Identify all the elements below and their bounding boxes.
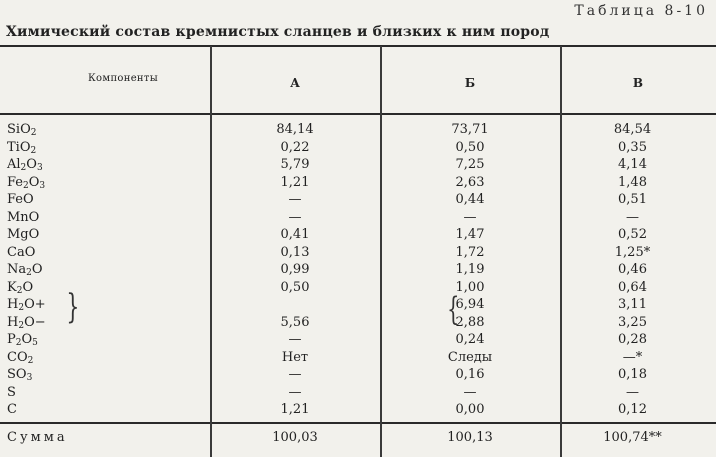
value-b: 0,44 <box>455 192 485 207</box>
table-body <box>0 121 716 419</box>
header-a: А <box>290 76 300 90</box>
table-row <box>0 156 716 174</box>
table-number: Таблица 8-10 <box>574 3 708 19</box>
value-v: —* <box>622 349 643 365</box>
component-name: MnO <box>7 209 40 225</box>
table-row <box>0 226 716 244</box>
sum-rule <box>0 422 716 424</box>
table-row <box>0 121 716 139</box>
sum-row <box>0 429 716 447</box>
table-row <box>0 401 716 419</box>
value-a: 1,21 <box>280 402 310 417</box>
value-b: 1,00 <box>455 279 485 295</box>
top-rule <box>0 45 716 47</box>
component-name: $H_2O-$ <box>7 314 46 331</box>
sum-a: 100,03 <box>272 430 318 445</box>
table-row <box>0 139 716 157</box>
value-a: 0,50 <box>280 279 310 295</box>
component-name: FeO <box>7 192 34 207</box>
value-b: 0,00 <box>455 402 485 417</box>
value-v: 4,14 <box>618 157 647 172</box>
value-v: 0,12 <box>618 402 647 417</box>
value-a: — <box>288 384 302 400</box>
header-components: Компоненты <box>88 73 158 84</box>
table-row <box>0 296 716 314</box>
value-v: 3,11 <box>618 297 647 312</box>
value-b: 2,63 <box>455 174 485 190</box>
table-row <box>0 191 716 209</box>
table-row <box>0 349 716 367</box>
value-v: 0,46 <box>618 262 647 277</box>
value-a: 0,99 <box>280 262 310 277</box>
table-row <box>0 209 716 227</box>
value-a: — <box>288 209 302 225</box>
value-a: — <box>288 367 302 382</box>
component-name: $Al_2O_3$ <box>7 157 43 173</box>
component-name: C <box>7 402 17 417</box>
value-v: 0,64 <box>618 279 647 295</box>
value-v: 0,35 <box>618 139 647 155</box>
header-v: В <box>632 76 644 90</box>
component-name: TiO$_2$ <box>7 139 37 156</box>
value-v: — <box>626 384 639 400</box>
component-name: $K_2O$ <box>7 279 34 296</box>
value-v: 1,25* <box>614 244 651 260</box>
component-name: $SO_3$ <box>7 367 33 383</box>
component-name: MgO <box>7 227 40 242</box>
value-a: 0,22 <box>280 139 310 155</box>
table-row <box>0 366 716 384</box>
table-row <box>0 279 716 297</box>
value-b: 0,24 <box>455 332 485 347</box>
value-b: 73,71 <box>451 122 489 137</box>
sum-b: 100,13 <box>447 430 493 445</box>
table-row <box>0 244 716 262</box>
value-a: 5,79 <box>280 157 310 172</box>
value-b: 1,72 <box>455 244 485 260</box>
value-v: 0,28 <box>618 332 647 347</box>
value-b: Следы <box>447 349 493 365</box>
table-title: Химический состав кремнистых сланцев и близких к ним пород <box>6 24 550 40</box>
table-row <box>0 261 716 279</box>
value-b: 7,25 <box>455 157 485 172</box>
value-a: 0,41 <box>280 227 310 242</box>
component-name: $P_2O_5$ <box>7 332 38 348</box>
brace-water-b: { <box>447 290 460 328</box>
value-v: — <box>626 209 639 225</box>
brace-water: } <box>66 287 80 327</box>
value-a: 84,14 <box>276 122 314 137</box>
component-name: $H_2O+$ <box>7 297 46 313</box>
value-b: 0,16 <box>455 367 485 382</box>
value-b: 1,19 <box>455 262 485 277</box>
value-b: 2,88 <box>455 314 485 330</box>
sum-label: Сумма <box>7 430 68 445</box>
value-a: 1,21 <box>280 174 310 190</box>
value-a: — <box>288 192 302 207</box>
value-b: 1,47 <box>455 227 485 242</box>
value-a: 5,56 <box>280 314 310 330</box>
value-v: 84,54 <box>613 122 652 137</box>
component-name: CaO <box>7 244 36 260</box>
value-a: 0,13 <box>280 244 310 260</box>
table-row <box>0 384 716 402</box>
value-v: 1,48 <box>618 174 647 190</box>
table-row <box>0 314 716 332</box>
component-name: SiO$_2$ <box>7 122 37 138</box>
header-rule <box>0 113 716 115</box>
component-name: $Fe_2O_3$ <box>7 174 46 191</box>
value-a: — <box>288 332 302 347</box>
sum-v: 100,74** <box>603 430 662 445</box>
component-name: S <box>7 384 16 400</box>
component-name: $Na_2O$ <box>7 262 43 278</box>
header-b: Б <box>464 76 476 90</box>
value-v: 0,52 <box>618 227 647 242</box>
value-v: 0,18 <box>618 367 647 382</box>
value-b: — <box>463 209 477 225</box>
value-b: 0,50 <box>455 139 485 155</box>
component-name: $CO_2$ <box>7 349 34 366</box>
table-row <box>0 331 716 349</box>
value-v: 3,25 <box>618 314 647 330</box>
table-row <box>0 174 716 192</box>
value-b: 6,94 <box>455 297 485 312</box>
value-v: 0,51 <box>618 192 647 207</box>
value-b: — <box>463 384 477 400</box>
value-a: Нет <box>281 349 309 365</box>
